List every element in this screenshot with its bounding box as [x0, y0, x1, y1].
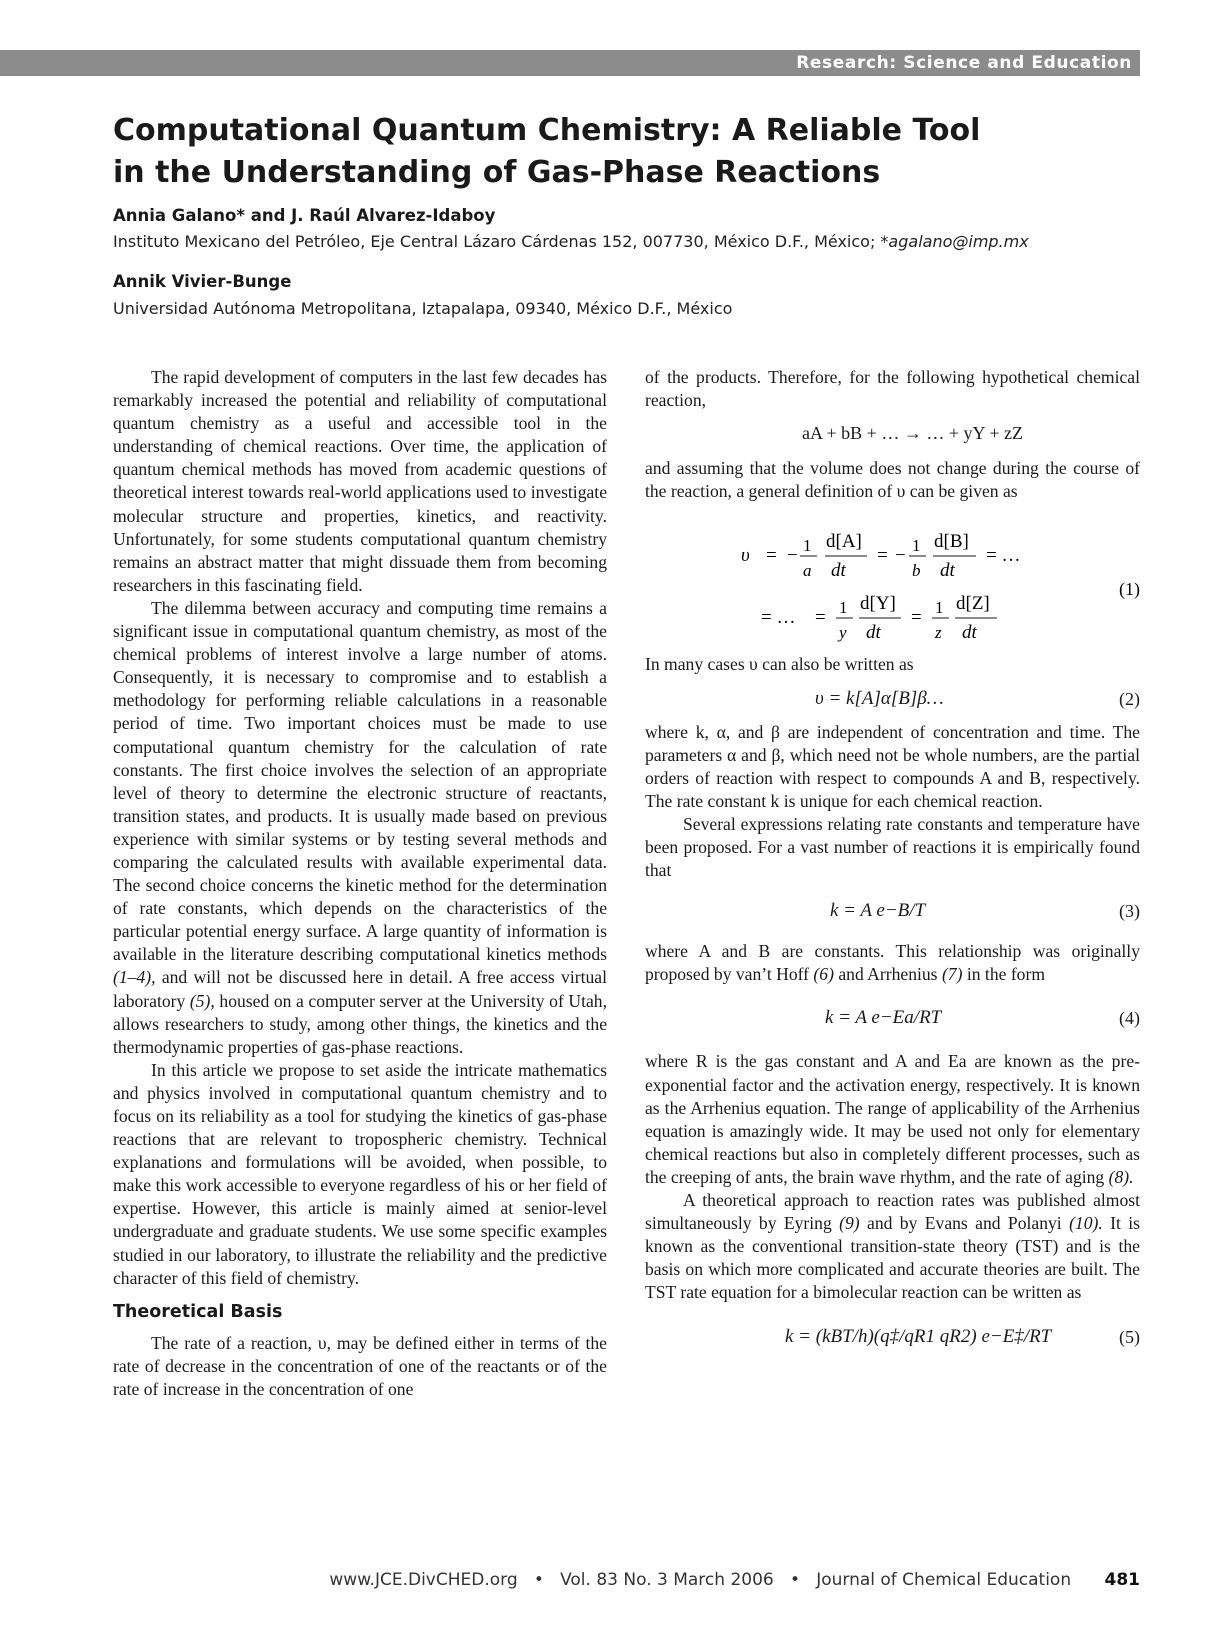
right-column [645, 366, 1140, 1370]
affiliation-primary [113, 232, 1029, 251]
eq-symbol: = [815, 607, 826, 629]
eq-symbol: d[Y] [860, 593, 896, 615]
title-line-2: in the Understanding of Gas-Phase Reactions [113, 155, 881, 190]
equation-number: (2) [1119, 688, 1140, 709]
equation-4-text: k = A e−Ea/RT [825, 1007, 942, 1029]
eq-symbol: dt [866, 622, 881, 644]
paragraph: and assuming that the volume does not change during the course of the reaction, a general definition of υ can be given as [645, 458, 1140, 502]
citation-link[interactable]: (5), [189, 990, 215, 1011]
equation-1 [645, 503, 1140, 653]
eq-symbol: − [895, 545, 906, 567]
eq-symbol: 1 [803, 536, 812, 556]
section-heading: Theoretical Basis [113, 1301, 283, 1322]
equation-5 [645, 1304, 1140, 1370]
page-number: 481 [1104, 1570, 1140, 1590]
footer-url[interactable]: www.JCE.DivCHED.org [329, 1570, 518, 1590]
paragraph: In many cases υ can also be written as [645, 654, 914, 675]
author-email[interactable]: agalano@imp.mx [888, 232, 1029, 251]
eq-symbol: = … [761, 607, 796, 629]
equation-2 [645, 677, 1140, 721]
footer-separator: • [789, 1570, 800, 1590]
authors-secondary: Annik Vivier-Bunge [113, 272, 292, 291]
eq-symbol: dt [962, 622, 977, 644]
page-footer [0, 1570, 1140, 1590]
equation-3 [645, 882, 1140, 940]
equation-number: (5) [1119, 1327, 1140, 1348]
eq-symbol: − [787, 545, 798, 567]
eq-symbol: = [911, 607, 922, 629]
citation-link[interactable]: (7) [941, 964, 963, 985]
eq-symbol: y [839, 623, 847, 643]
eq-symbol: b [912, 561, 921, 581]
article-title [113, 110, 1063, 194]
paragraph: The rate of a reaction, υ, may be defined either in terms of the rate of decrease in the concentration of one of the reactants or of the rate of increase in the concentration of one [113, 1332, 607, 1399]
footer-issue: Vol. 83 No. 3 March 2006 [560, 1570, 774, 1590]
reaction-equation: aA + bB + … → … + yY + zZ [802, 423, 1023, 444]
eq-symbol: d[B] [934, 531, 969, 553]
citation-link[interactable]: (6) [813, 964, 834, 985]
section-banner [0, 50, 1140, 76]
paragraph: of the products. Therefore, for the following hypothetical chemical reaction, [645, 367, 1140, 411]
eq-symbol: a [803, 561, 812, 581]
eq-symbol: = … [986, 545, 1021, 567]
eq-symbol: 1 [912, 536, 921, 556]
citation-link[interactable]: (9) [839, 1213, 860, 1234]
eq-symbol: dt [940, 560, 955, 582]
eq-symbol: = [877, 545, 888, 567]
paragraph: The dilemma between accuracy and computing time remains a significant issue in computational quantum chemistry, as most of the chemical problems of interest involve a large number of atoms. Consequently, it is necessary to compromise and to establish a methodology for performing reliable calculations in a reasonable period of time. Two important choices must be made to use computational quantum chemistry for the calculation of rate constants. The first choice involves the selection of an appropriate level of theory to determine the electronic structure of reactants, transition states, and products. It is usually made based on previous experience with similar systems or by testing several methods and comparing the calculated results with available experimental data. The second choice concerns the kinetic method for the determination of rate constants, which depends on the characteristics of the particular potential energy surface. A large quantity of information is available in the literature describing computational kinetics methods (1–4), and will not be discussed here in detail. A free access virtual laboratory (5), housed on a computer server at the University of Utah, allows researchers to study, among other things, the kinetics and the thermodynamic properties of gas-phase reactions. [113, 597, 608, 1057]
eq-symbol: = [766, 545, 777, 567]
title-line-1: Computational Quantum Chemistry: A Reliable Tool [113, 113, 981, 148]
equation-3-text: k = A e−B/T [830, 900, 926, 922]
citation-link[interactable]: (8). [1108, 1166, 1134, 1187]
footer-journal: Journal of Chemical Education [816, 1570, 1072, 1590]
section-label: Research: Science and Education [796, 53, 1132, 73]
eq-symbol: 1 [935, 598, 944, 618]
paragraph: In this article we propose to set aside the intricate mathematics and physics involved in computational quantum chemistry and to focus on its reliability as a tool for studying the kinetics of gas-phase reactions that are relevant to tropospheric chemistry. Technical explanations and formulations will be avoided, when possible, to make this work accessible to everyone regardless of his or her field of expertise. However, this article is mainly aimed at senior-level undergraduate and graduate students. We use some specific examples studied in our laboratory, to illustrate the reliability and the predictive character of this field of chemistry. [113, 1059, 607, 1288]
equation-number: (1) [1119, 579, 1140, 600]
citation-link[interactable]: (1–4), [113, 967, 156, 988]
authors-primary: Annia Galano* and J. Raúl Alvarez-Idaboy [113, 206, 496, 225]
equation-2-text: υ = k[A]α[B]β… [815, 687, 944, 709]
left-column [113, 366, 607, 1401]
eq-symbol: d[A] [826, 531, 862, 553]
paragraph: where A and B are constants. This relationship was originally proposed by van’t Hoff (6) and Arrhenius (7) in the form [645, 941, 1140, 985]
paragraph: A theoretical approach to reaction rates was published almost simultaneously by Eyring (9) and by Evans and Polanyi (10). It is known as the conventional transition-state theory (TST) and is the basis on which more complicated and accurate theories are built. The TST rate equation for a bimolecular reaction can be written as [645, 1189, 1141, 1303]
eq-symbol: υ [741, 545, 750, 567]
equation-5-text: k = (kBT/h)(q‡/qR1 qR2) e−E‡/RT [785, 1326, 1052, 1348]
equation-1-graphic [645, 503, 1140, 653]
eq-symbol: z [935, 623, 942, 643]
equation-number: (3) [1119, 901, 1140, 922]
paragraph: where R is the gas constant and A and Ea are known as the pre-exponential factor and the activation energy, respectively. It is known as the Arrhenius equation. The range of applicability of the Arrhenius equation is amazingly wide. It may be used not only for elementary chemical reactions but also in completely different processes, such as the creeping of ants, the brain wave rhythm, and the rate of aging (8). [645, 1051, 1140, 1187]
equation-4 [645, 986, 1140, 1050]
paragraph: Several expressions relating rate constants and temperature have been proposed. For a vast number of reactions it is empirically found that [645, 813, 1140, 881]
affiliation-secondary: Universidad Autónoma Metropolitana, Iztapalapa, 09340, México D.F., México [113, 299, 733, 318]
eq-symbol: 1 [839, 598, 848, 618]
affiliation-text: Instituto Mexicano del Petróleo, Eje Central Lázaro Cárdenas 152, 007730, México D.F., México; * [113, 232, 889, 251]
eq-symbol: d[Z] [956, 593, 990, 615]
citation-link[interactable]: (10). [1069, 1213, 1103, 1234]
paragraph: The rapid development of computers in the last few decades has remarkably increased the potential and reliability of computational quantum chemistry as a useful and accessible tool in the understanding of chemical reactions. Over time, the application of quantum chemical methods has moved from academic questions of theoretical interest towards real-world applications used to investigate molecular structure and properties, kinetics, and reactivity. Unfortunately, for some students computational quantum chemistry remains an abstract matter that might dissuade them from becoming researchers in this fascinating field. [113, 367, 607, 595]
eq-symbol: dt [831, 560, 846, 582]
equation-number: (4) [1119, 1008, 1140, 1029]
paragraph: where k, α, and β are independent of concentration and time. The parameters α and β, which need not be whole numbers, are the partial orders of reaction with respect to compounds A and B, respectively. The rate constant k is unique for each chemical reaction. [645, 721, 1140, 811]
footer-separator: • [533, 1570, 544, 1590]
